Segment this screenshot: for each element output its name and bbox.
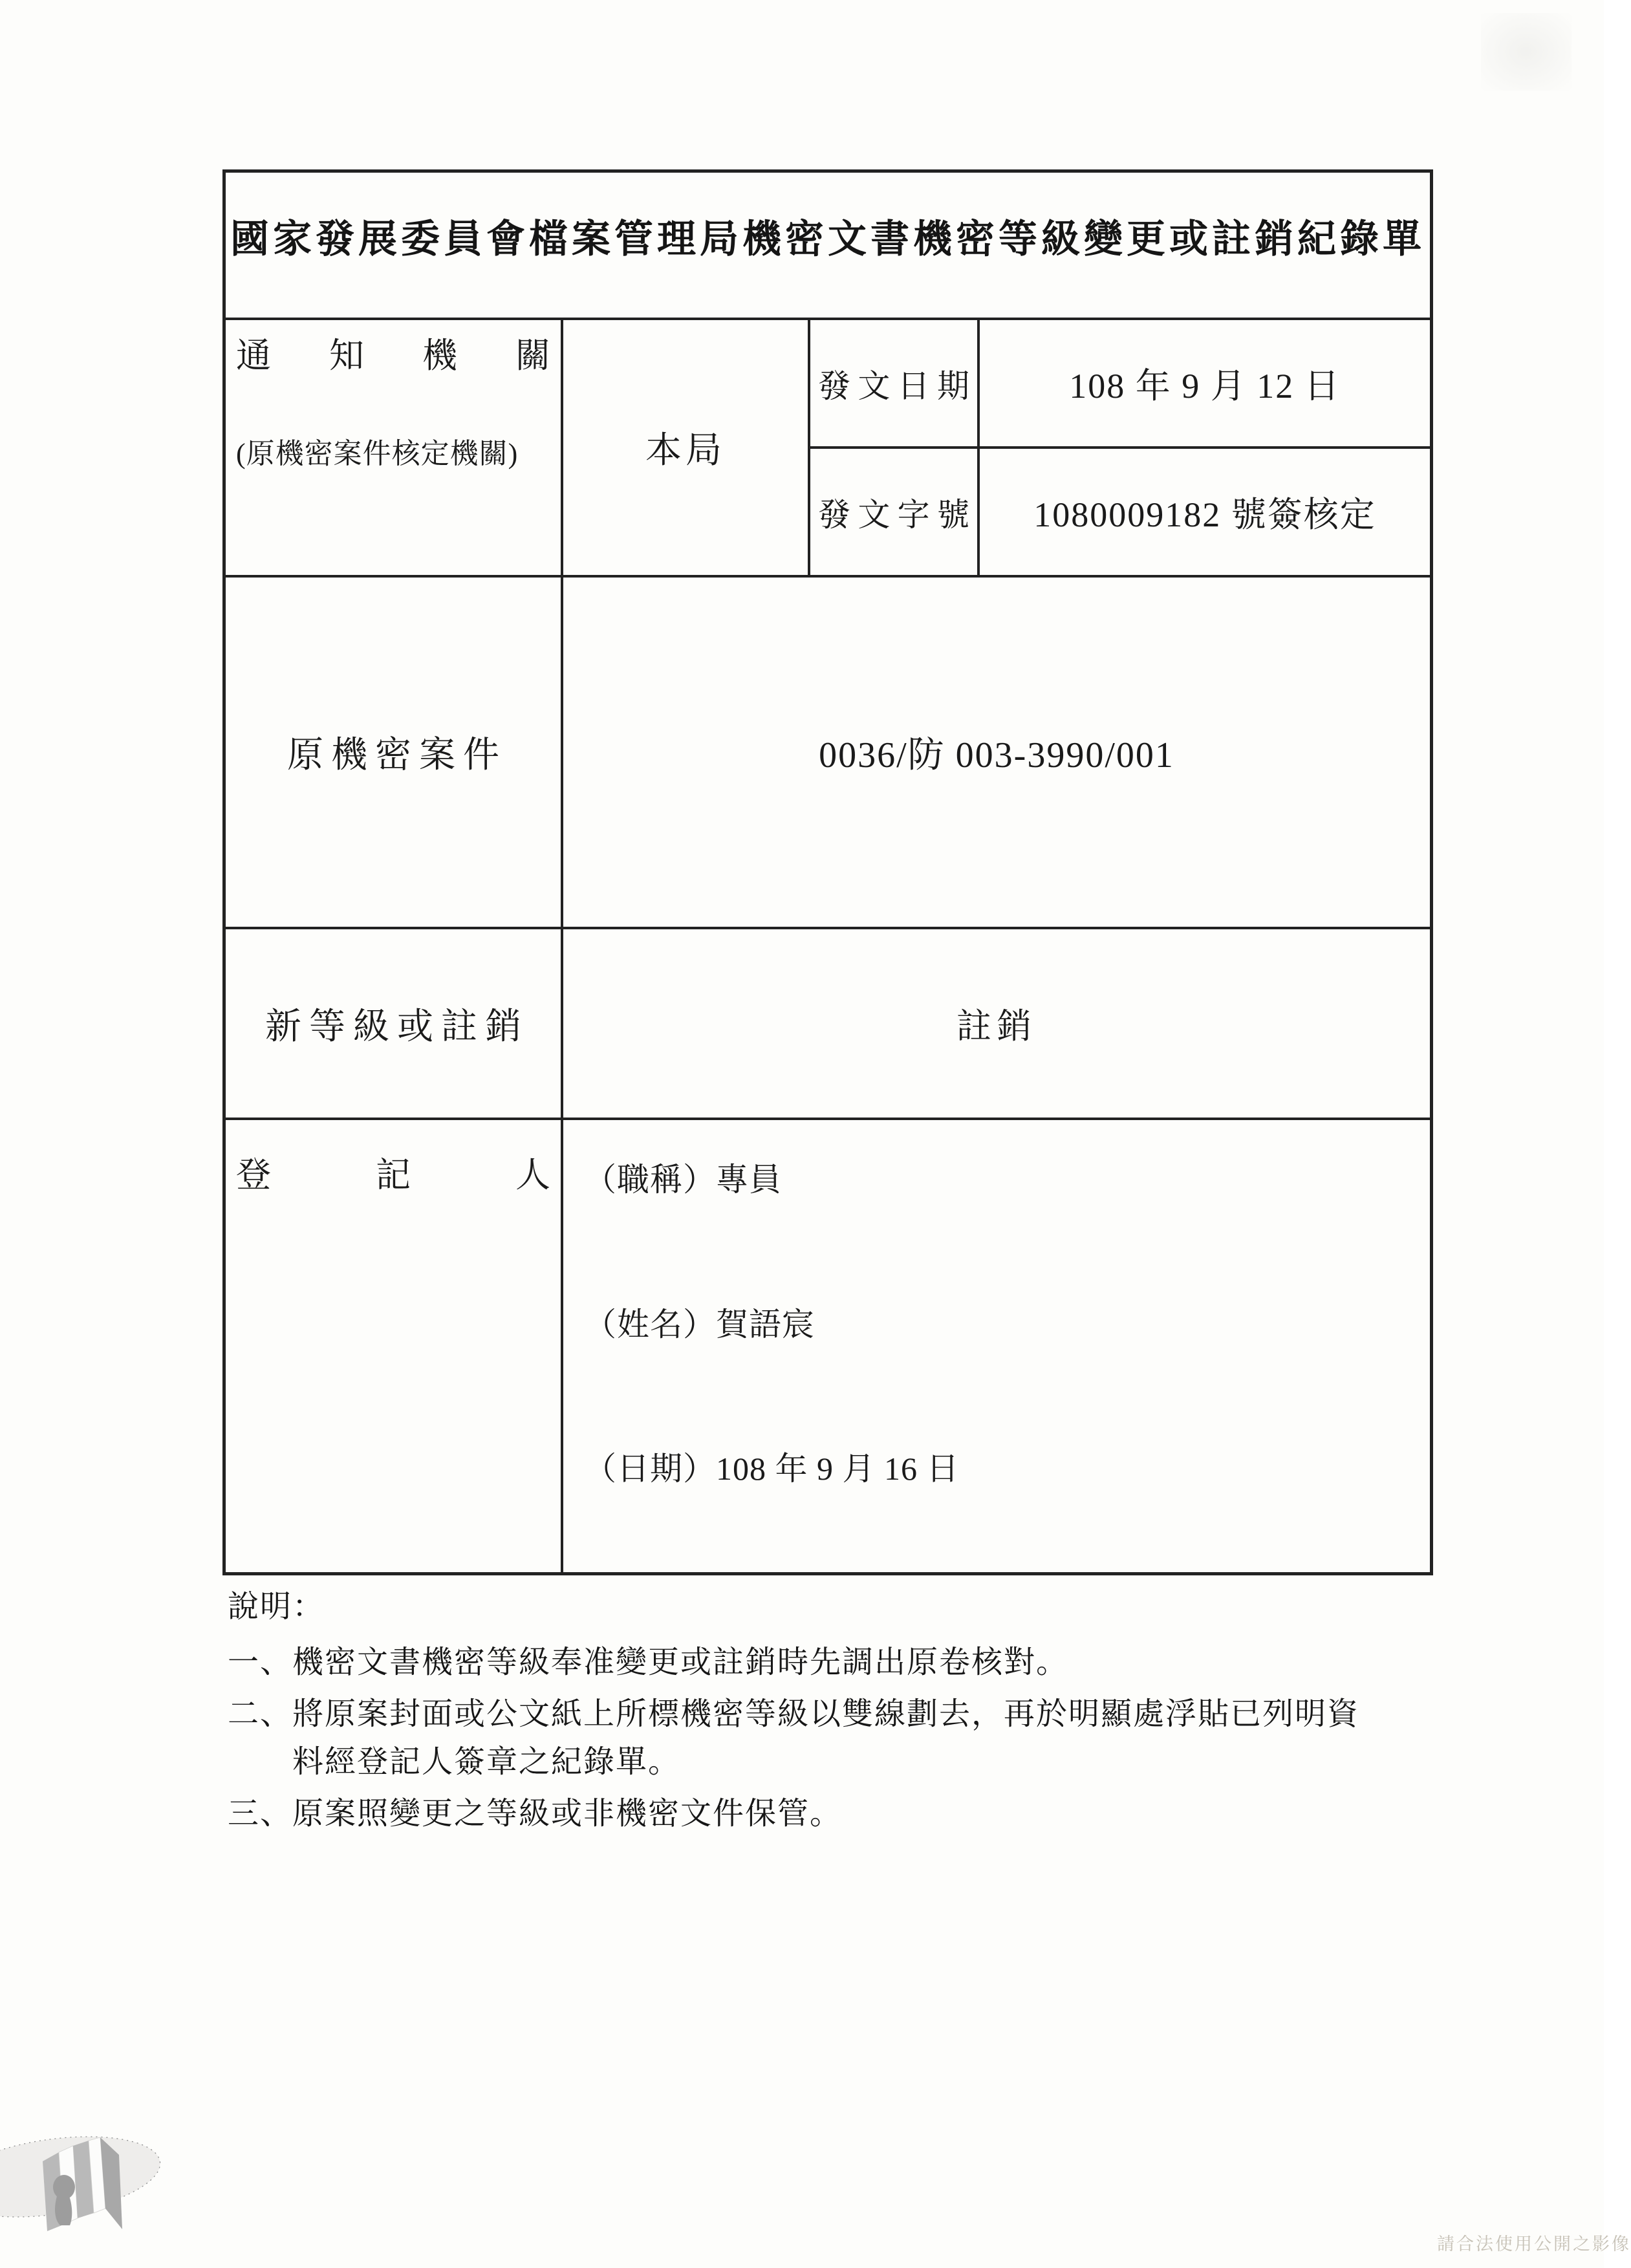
notify-agency-sublabel: (原機密案件核定機關) <box>236 438 519 470</box>
dispatch-number-row <box>810 449 1430 575</box>
dispatch-number-label: 發文字號 <box>818 496 969 533</box>
original-case-row <box>226 578 1430 929</box>
new-level-label-cell <box>226 929 563 1118</box>
note-item-3: 三、原案照變更之等級或非機密文件保管。 <box>228 1797 843 1831</box>
notes-section <box>228 1583 1399 1842</box>
dispatch-number-label-cell <box>810 449 980 575</box>
note-item-2: 二、將原案封面或公文紙上所標機密等級以雙線劃去，再於明顯處浮貼已列明資 料經登記人簽章之紀錄單。 <box>228 1697 1360 1779</box>
registrar-label: 登 記 人 <box>236 1156 550 1194</box>
copyright-watermark-note: 請合法使用公開之影像 <box>1437 2234 1631 2254</box>
dispatch-date-label-cell <box>810 320 980 446</box>
registrar-name-line: （姓名）賀語宸 <box>584 1306 815 1343</box>
record-form-table <box>222 169 1433 1575</box>
original-case-label-cell <box>226 578 563 927</box>
dispatch-date-value: 108 年 9 月 12 日 <box>1069 367 1341 405</box>
registrar-label-cell <box>226 1120 563 1572</box>
registrar-date-line: （日期）108 年 9 月 16 日 <box>584 1451 960 1487</box>
dispatch-number-value: 1080009182 號簽核定 <box>1033 495 1376 534</box>
notify-agency-row <box>226 320 1430 578</box>
notify-agency-value-cell <box>563 320 810 575</box>
notify-agency-label-cell <box>226 320 563 575</box>
form-title: 國家發展委員會檔案管理局機密文書機密等級變更或註銷紀錄單 <box>230 218 1425 261</box>
new-level-label: 新等級或註銷 <box>265 1006 529 1047</box>
notes-heading: 說明： <box>228 1590 325 1624</box>
archives-books-logo-icon <box>0 2122 167 2268</box>
registrar-title-line: （職稱）專員 <box>584 1161 782 1198</box>
dispatch-info-column <box>810 320 1430 575</box>
notify-agency-label: 通 知 機 關 <box>236 336 550 375</box>
registrar-content-cell <box>563 1120 1430 1572</box>
new-level-value: 註銷 <box>956 1007 1037 1046</box>
note-item-1: 一、機密文書機密等級奉准變更或註銷時先調出原卷核對。 <box>228 1645 1069 1679</box>
registrar-row <box>226 1120 1430 1572</box>
form-title-row <box>226 173 1430 320</box>
dispatch-date-row <box>810 320 1430 449</box>
scan-artifact <box>1481 13 1572 91</box>
dispatch-date-label: 發文日期 <box>818 367 969 404</box>
original-case-value: 0036/防 003-3990/001 <box>819 735 1174 775</box>
original-case-label: 原機密案件 <box>287 735 507 775</box>
new-level-row <box>226 929 1430 1120</box>
notify-agency-value: 本局 <box>645 431 726 471</box>
